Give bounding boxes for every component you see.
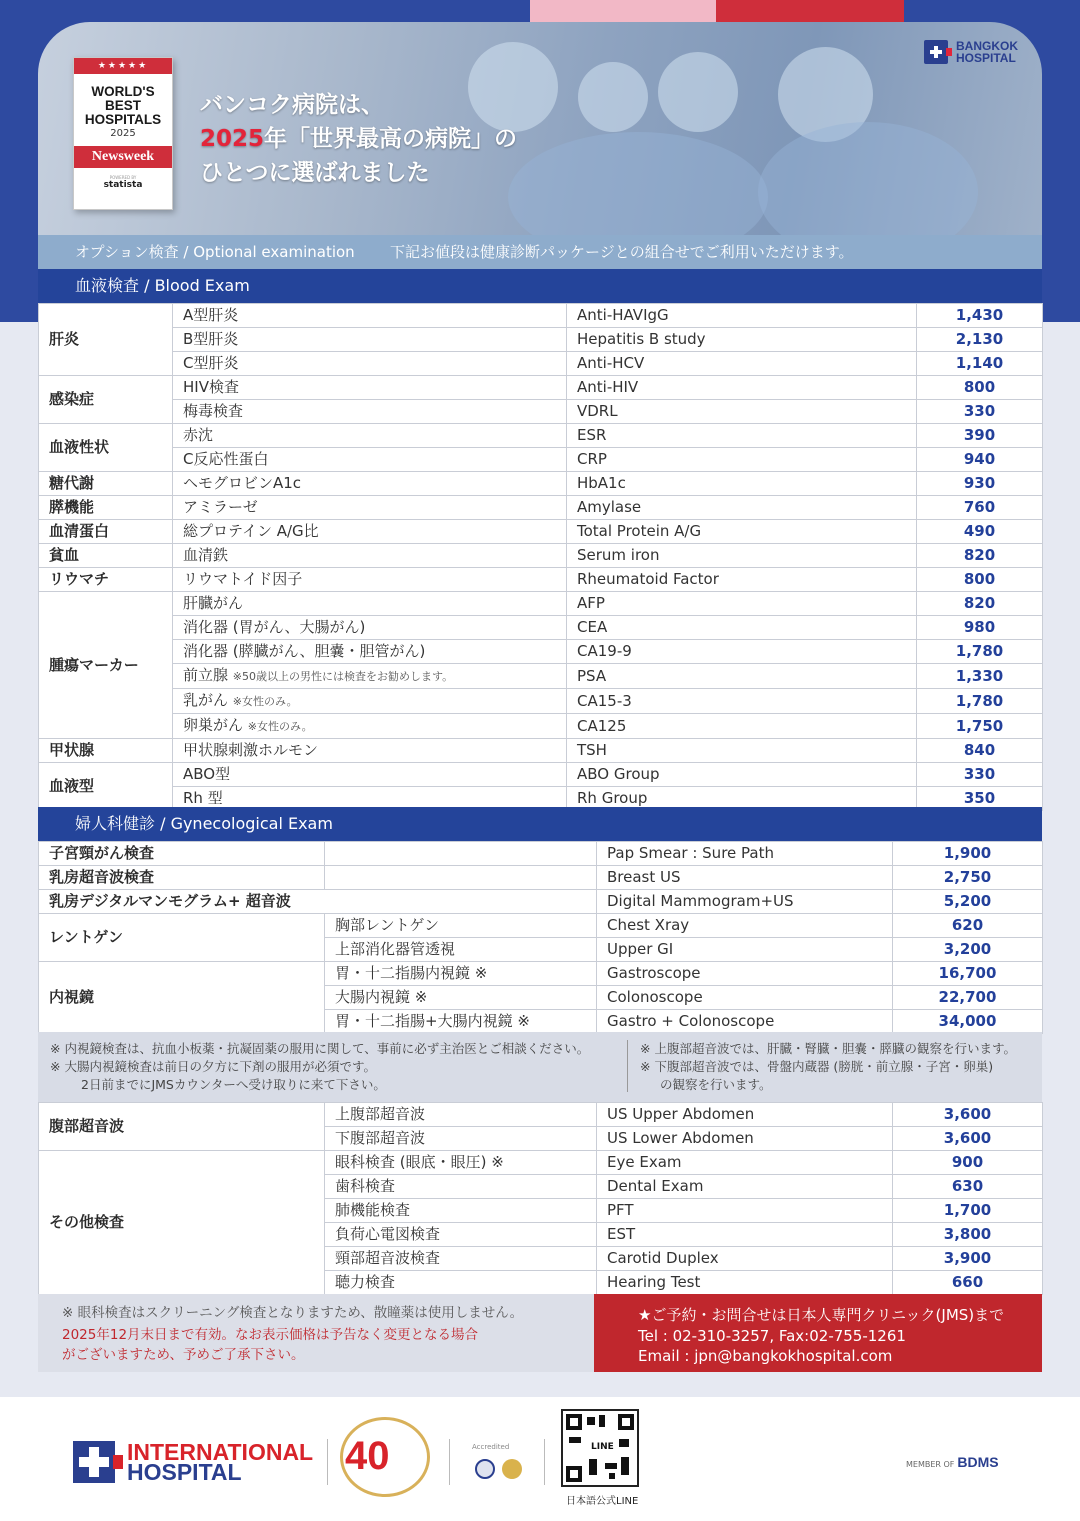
headline-year: 2025 bbox=[200, 126, 265, 152]
exam-name-jp-text: 乳がん bbox=[183, 691, 229, 709]
exam-name-en: Chest Xray bbox=[597, 914, 893, 938]
gyn-exam-table bbox=[38, 841, 1043, 1034]
exam-name-en: Gastro + Colonoscope bbox=[597, 1010, 893, 1034]
badge-year: 2025 bbox=[110, 128, 136, 139]
validity-note-2: がございますため、予めご了承下さい。 bbox=[62, 1347, 305, 1363]
logo-line-1: BANGKOK bbox=[956, 39, 1018, 53]
table-row bbox=[39, 328, 1043, 352]
category-cell: 貧血 bbox=[39, 544, 173, 568]
category-cell: 肝炎 bbox=[39, 304, 173, 376]
price-cell: 1,900 bbox=[893, 842, 1043, 866]
validity-note-1: 2025年12月末日まで有効。なお表示価格は予告なく変更となる場合 bbox=[62, 1327, 479, 1343]
category-cell: 糖代謝 bbox=[39, 472, 173, 496]
exam-name-en: Digital Mammogram+US bbox=[597, 890, 893, 914]
divider bbox=[449, 1439, 450, 1485]
blood-exam-title: 血液検査 / Blood Exam bbox=[75, 276, 250, 295]
exam-name-en: AFP bbox=[567, 592, 917, 616]
exam-name-en: US Lower Abdomen bbox=[597, 1127, 893, 1151]
member-of-label: MEMBER OF bbox=[906, 1460, 955, 1469]
exam-name-jp-text: 卵巣がん bbox=[183, 716, 244, 734]
category-cell: レントゲン bbox=[39, 914, 325, 962]
price-cell: 900 bbox=[893, 1151, 1043, 1175]
exam-name-jp bbox=[325, 1199, 597, 1223]
category-cell: 血清蛋白 bbox=[39, 520, 173, 544]
table-row bbox=[39, 592, 1043, 616]
price-cell: 3,800 bbox=[893, 1223, 1043, 1247]
empty-cell bbox=[325, 866, 597, 890]
exam-name-jp-text: 歯科検査 bbox=[335, 1177, 396, 1195]
exam-name-jp bbox=[173, 520, 567, 544]
exam-name-en: Pap Smear : Sure Path bbox=[597, 842, 893, 866]
exam-name-jp bbox=[173, 640, 567, 664]
exam-name-jp bbox=[325, 1103, 597, 1127]
price-cell: 22,700 bbox=[893, 986, 1043, 1010]
exam-name-jp bbox=[173, 376, 567, 400]
price-cell: 490 bbox=[917, 520, 1043, 544]
exam-name-jp-text: 上部消化器管透視 bbox=[335, 940, 456, 958]
endoscopy-notes bbox=[38, 1032, 1042, 1102]
note-line: の観察を行います。 bbox=[660, 1077, 772, 1092]
note-line: ※ 上腹部超音波では、肝臓・腎臓・胆嚢・膵臓の観察を行います。 bbox=[640, 1041, 1016, 1056]
exam-name-jp-text: 大腸内視鏡 ※ bbox=[335, 988, 428, 1006]
table-row bbox=[39, 689, 1043, 714]
price-cell: 760 bbox=[917, 496, 1043, 520]
price-cell: 940 bbox=[917, 448, 1043, 472]
exam-name-en: Upper GI bbox=[597, 938, 893, 962]
category-cell: リウマチ bbox=[39, 568, 173, 592]
note-line: ※ 下腹部超音波では、骨盤内蔵器 (膀胱・前立腺・子宮・卵巣) bbox=[640, 1059, 994, 1074]
exam-name-jp bbox=[173, 304, 567, 328]
headline-line-2 bbox=[200, 122, 517, 156]
exam-name-en: Breast US bbox=[597, 866, 893, 890]
divider bbox=[544, 1439, 545, 1485]
ih-logo-line-1: INTERNATIONAL bbox=[127, 1439, 314, 1465]
exam-name-jp bbox=[325, 1151, 597, 1175]
exam-name-jp bbox=[325, 1223, 597, 1247]
price-cell: 3,900 bbox=[893, 1247, 1043, 1271]
table-row bbox=[39, 472, 1043, 496]
exam-note: ※50歳以上の男性には検査をお勧めします。 bbox=[232, 670, 454, 683]
headline-line-2-rest: 年「世界最高の病院」の bbox=[264, 126, 518, 152]
exam-name-jp-text: 頸部超音波検査 bbox=[335, 1249, 441, 1267]
exam-name-en: Rheumatoid Factor bbox=[567, 568, 917, 592]
bdms-logo: BDMS bbox=[957, 1454, 999, 1470]
hero-banner bbox=[38, 22, 1042, 235]
exam-name-en: Serum iron bbox=[567, 544, 917, 568]
price-cell: 5,200 bbox=[893, 890, 1043, 914]
price-cell: 930 bbox=[917, 472, 1043, 496]
table-row bbox=[39, 400, 1043, 424]
price-cell: 1,780 bbox=[917, 689, 1043, 714]
price-cell: 660 bbox=[893, 1271, 1043, 1295]
category-cell: 血液性状 bbox=[39, 424, 173, 472]
exam-name-en: Anti-HCV bbox=[567, 352, 917, 376]
exam-name-en: Anti-HIV bbox=[567, 376, 917, 400]
bdms-member-badge bbox=[906, 1454, 999, 1470]
exam-name-jp bbox=[325, 986, 597, 1010]
gyn-exam-header bbox=[38, 807, 1042, 841]
price-cell: 3,200 bbox=[893, 938, 1043, 962]
worlds-best-hospitals-badge bbox=[73, 57, 173, 210]
price-cell: 350 bbox=[917, 787, 1043, 811]
price-cell: 1,430 bbox=[917, 304, 1043, 328]
price-cell: 1,700 bbox=[893, 1199, 1043, 1223]
price-cell: 390 bbox=[917, 424, 1043, 448]
logo-line-2: HOSPITAL bbox=[956, 51, 1016, 65]
contact-box bbox=[594, 1294, 1042, 1372]
exam-name-en: PSA bbox=[567, 664, 917, 689]
exam-name-en: EST bbox=[597, 1223, 893, 1247]
table-row bbox=[39, 496, 1043, 520]
table-row bbox=[39, 664, 1043, 689]
exam-name: 乳房超音波検査 bbox=[39, 866, 325, 890]
price-cell: 1,750 bbox=[917, 714, 1043, 739]
exam-name-jp bbox=[325, 1271, 597, 1295]
note-line: ※ 大腸内視鏡検査は前日の夕方に下剤の服用が必須です。 bbox=[50, 1059, 376, 1074]
price-cell: 3,600 bbox=[893, 1127, 1043, 1151]
exam-name-en: Dental Exam bbox=[597, 1175, 893, 1199]
exam-name-jp-text: 総プロテイン A/G比 bbox=[183, 522, 319, 540]
exam-name-jp-text: 下腹部超音波 bbox=[335, 1129, 426, 1147]
table-row bbox=[39, 1103, 1043, 1127]
exam-name-en: Gastroscope bbox=[597, 962, 893, 986]
blood-exam-header bbox=[38, 269, 1042, 303]
footer-notes bbox=[38, 1294, 594, 1372]
exam-name-jp-text: A型肝炎 bbox=[183, 306, 239, 324]
exam-note: ※女性のみ。 bbox=[247, 720, 313, 733]
exam-name-jp-text: 赤沈 bbox=[183, 426, 214, 444]
contact-email[interactable]: Email : jpn@bangkokhospital.com bbox=[638, 1347, 893, 1365]
category-cell: その他検査 bbox=[39, 1151, 325, 1295]
table-row bbox=[39, 763, 1043, 787]
exam-name-en: ESR bbox=[567, 424, 917, 448]
optional-exam-note: 下記お値段は健康診断パッケージとの組合せでご利用いただけます。 bbox=[390, 243, 854, 261]
table-row bbox=[39, 616, 1043, 640]
exam-name-jp bbox=[325, 962, 597, 986]
price-cell: 840 bbox=[917, 739, 1043, 763]
line-qr-code[interactable] bbox=[561, 1409, 639, 1487]
price-cell: 16,700 bbox=[893, 962, 1043, 986]
qr-caption: 日本語公式LINE bbox=[566, 1496, 639, 1507]
gyn-exam-title: 婦人科健診 / Gynecological Exam bbox=[75, 814, 333, 833]
exam-name-jp bbox=[173, 424, 567, 448]
exam-name-jp-text: 前立腺 bbox=[183, 666, 229, 684]
bangkok-hospital-cross-icon bbox=[924, 40, 948, 64]
price-cell: 1,330 bbox=[917, 664, 1043, 689]
exam-name-en: Eye Exam bbox=[597, 1151, 893, 1175]
category-cell: 膵機能 bbox=[39, 496, 173, 520]
exam-name-jp bbox=[325, 1247, 597, 1271]
table-row bbox=[39, 448, 1043, 472]
exam-name-en: CA15-3 bbox=[567, 689, 917, 714]
exam-name-en: PFT bbox=[597, 1199, 893, 1223]
international-hospital-logo bbox=[73, 1441, 313, 1483]
exam-name-jp-text: 消化器 (膵臓がん、胆嚢・胆管がん) bbox=[183, 642, 426, 660]
table-row bbox=[39, 914, 1043, 938]
table-row bbox=[39, 866, 1043, 890]
category-cell: 内視鏡 bbox=[39, 962, 325, 1034]
exam-name-jp bbox=[173, 448, 567, 472]
optional-exam-bar bbox=[38, 235, 1042, 269]
other-exam-table bbox=[38, 1102, 1043, 1295]
exam-name-en: Rh Group bbox=[567, 787, 917, 811]
table-row bbox=[39, 1151, 1043, 1175]
exam-name-en: Colonoscope bbox=[597, 986, 893, 1010]
price-cell: 34,000 bbox=[893, 1010, 1043, 1034]
price-cell: 820 bbox=[917, 544, 1043, 568]
exam-name-en: Carotid Duplex bbox=[597, 1247, 893, 1271]
exam-name-jp-text: 胃・十二指腸+大腸内視鏡 ※ bbox=[335, 1012, 530, 1030]
table-row bbox=[39, 544, 1043, 568]
anniversary-emblem bbox=[340, 1417, 430, 1497]
exam-name: 子宮頸がん検査 bbox=[39, 842, 325, 866]
notes-divider bbox=[627, 1040, 628, 1092]
exam-name-jp bbox=[325, 1127, 597, 1151]
exam-name-jp bbox=[173, 328, 567, 352]
contact-phone[interactable]: Tel : 02-310-3257, Fax:02-755-1261 bbox=[638, 1327, 906, 1345]
exam-name-jp-text: 消化器 (胃がん、大腸がん) bbox=[183, 618, 366, 636]
exam-name-jp-text: HIV検査 bbox=[183, 378, 239, 396]
price-cell: 1,780 bbox=[917, 640, 1043, 664]
exam-name-en: Amylase bbox=[567, 496, 917, 520]
price-cell: 3,600 bbox=[893, 1103, 1043, 1127]
exam-name-en: Total Protein A/G bbox=[567, 520, 917, 544]
ih-logo-line-2: HOSPITAL bbox=[127, 1459, 242, 1485]
newsweek-label: Newsweek bbox=[74, 146, 172, 168]
exam-name-en: CA19-9 bbox=[567, 640, 917, 664]
empty-cell bbox=[325, 842, 597, 866]
exam-name-jp-text: アミラーゼ bbox=[183, 498, 258, 516]
top-color-strip bbox=[0, 0, 1080, 22]
table-row bbox=[39, 739, 1043, 763]
exam-name-en: HbA1c bbox=[567, 472, 917, 496]
exam-name-jp-text: リウマトイド因子 bbox=[183, 570, 303, 588]
category-cell: 腫瘍マーカー bbox=[39, 592, 173, 739]
exam-name-jp bbox=[325, 1010, 597, 1034]
exam-name-en: CEA bbox=[567, 616, 917, 640]
table-row bbox=[39, 304, 1043, 328]
exam-name-jp bbox=[173, 352, 567, 376]
badge-title-line: HOSPITALS bbox=[84, 112, 162, 127]
table-row bbox=[39, 424, 1043, 448]
exam-name-jp-text: 聴力検査 bbox=[335, 1273, 396, 1291]
price-cell: 800 bbox=[917, 568, 1043, 592]
headline-line-3: ひとつに選ばれました bbox=[200, 160, 430, 186]
exam-name-jp-text: 梅毒検査 bbox=[183, 402, 244, 420]
exam-name-en: Hearing Test bbox=[597, 1271, 893, 1295]
price-cell: 2,750 bbox=[893, 866, 1043, 890]
category-cell: 感染症 bbox=[39, 376, 173, 424]
exam-name: 乳房デジタルマンモグラム+ 超音波 bbox=[39, 890, 597, 914]
headline-line-1: バンコク病院は、 bbox=[200, 92, 384, 118]
exam-name-en: CRP bbox=[567, 448, 917, 472]
exam-name-jp bbox=[173, 763, 567, 787]
divider bbox=[327, 1439, 328, 1485]
category-cell: 腹部超音波 bbox=[39, 1103, 325, 1151]
stars-icon: ★★★★★ bbox=[74, 58, 172, 74]
exam-name-jp bbox=[325, 938, 597, 962]
exam-name-jp-text: 眼科検査 (眼底・眼圧) ※ bbox=[335, 1153, 504, 1171]
price-cell: 820 bbox=[917, 592, 1043, 616]
exam-name-en: CA125 bbox=[567, 714, 917, 739]
price-cell: 980 bbox=[917, 616, 1043, 640]
contact-title: ★ご予約・お問合せは日本人専門クリニック(JMS)まで bbox=[638, 1306, 1005, 1324]
price-cell: 330 bbox=[917, 763, 1043, 787]
statista-label: statista bbox=[103, 180, 143, 190]
exam-name-jp bbox=[173, 616, 567, 640]
accreditation-seal-icon bbox=[475, 1459, 495, 1479]
optional-exam-label: オプション検査 / Optional examination bbox=[75, 243, 355, 261]
exam-name-jp bbox=[173, 664, 567, 689]
badge-title-line: BEST bbox=[104, 98, 141, 113]
bottom-logo-bar bbox=[0, 1397, 1080, 1521]
international-hospital-cross-icon bbox=[73, 1441, 115, 1483]
note-line: 2日前までにJMSカウンターへ受け取りに来て下さい。 bbox=[81, 1077, 386, 1092]
exam-name-jp-text: 肺機能検査 bbox=[335, 1201, 411, 1219]
table-row bbox=[39, 842, 1043, 866]
price-cell: 630 bbox=[893, 1175, 1043, 1199]
exam-name-jp bbox=[173, 592, 567, 616]
table-row bbox=[39, 714, 1043, 739]
price-cell: 330 bbox=[917, 400, 1043, 424]
exam-name-jp-text: 負荷心電図検査 bbox=[335, 1225, 441, 1243]
exam-name-jp bbox=[173, 689, 567, 714]
exam-name-en: Hepatitis B study bbox=[567, 328, 917, 352]
exam-name-jp-text: B型肝炎 bbox=[183, 330, 239, 348]
price-cell: 800 bbox=[917, 376, 1043, 400]
table-row bbox=[39, 962, 1043, 986]
exam-name-jp bbox=[325, 1175, 597, 1199]
accredited-label: Accredited bbox=[472, 1443, 510, 1451]
exam-name-jp-text: 上腹部超音波 bbox=[335, 1105, 426, 1123]
exam-name-jp bbox=[325, 914, 597, 938]
anniversary-number: 40 bbox=[345, 1434, 390, 1478]
exam-name-en: TSH bbox=[567, 739, 917, 763]
blood-exam-table bbox=[38, 303, 1043, 811]
exam-name-jp-text: Rh 型 bbox=[183, 789, 223, 807]
price-cell: 1,140 bbox=[917, 352, 1043, 376]
exam-name-jp-text: 甲状腺刺激ホルモン bbox=[183, 741, 319, 759]
exam-name-en: ABO Group bbox=[567, 763, 917, 787]
exam-name-jp bbox=[173, 400, 567, 424]
hero-headline bbox=[200, 88, 517, 190]
table-row bbox=[39, 568, 1043, 592]
exam-name-jp-text: 肝臓がん bbox=[183, 594, 244, 612]
table-row bbox=[39, 640, 1043, 664]
exam-name-jp-text: 血清鉄 bbox=[183, 546, 229, 564]
exam-name-jp-text: ABO型 bbox=[183, 765, 231, 783]
table-row bbox=[39, 352, 1043, 376]
price-cell: 2,130 bbox=[917, 328, 1043, 352]
table-row bbox=[39, 520, 1043, 544]
exam-name-jp-text: C反応性蛋白 bbox=[183, 450, 269, 468]
gold-seal-icon bbox=[502, 1459, 522, 1479]
exam-name-jp-text: C型肝炎 bbox=[183, 354, 239, 372]
powered-by-label: POWERED BY bbox=[109, 175, 137, 180]
exam-name-en: VDRL bbox=[567, 400, 917, 424]
category-cell: 甲状腺 bbox=[39, 739, 173, 763]
exam-name-en: US Upper Abdomen bbox=[597, 1103, 893, 1127]
exam-name-jp-text: ヘモグロビンA1c bbox=[183, 474, 302, 492]
eye-exam-note: ※ 眼科検査はスクリーニング検査となりますため、散瞳薬は使用しません。 bbox=[62, 1305, 524, 1321]
badge-title-line: WORLD'S bbox=[91, 84, 155, 99]
exam-name-jp-text: 胸部レントゲン bbox=[335, 916, 440, 934]
category-cell: 血液型 bbox=[39, 763, 173, 811]
exam-name-jp bbox=[173, 739, 567, 763]
price-cell: 620 bbox=[893, 914, 1043, 938]
exam-name-jp bbox=[173, 496, 567, 520]
table-row bbox=[39, 376, 1043, 400]
exam-name-jp bbox=[173, 472, 567, 496]
exam-name-jp-text: 胃・十二指腸内視鏡 ※ bbox=[335, 964, 488, 982]
exam-name-jp bbox=[173, 714, 567, 739]
exam-name-en: Anti-HAVIgG bbox=[567, 304, 917, 328]
exam-note: ※女性のみ。 bbox=[232, 695, 298, 708]
qr-line-label: LINE bbox=[591, 1442, 614, 1452]
table-row bbox=[39, 890, 1043, 914]
exam-name-jp bbox=[173, 568, 567, 592]
exam-name-jp bbox=[173, 544, 567, 568]
bangkok-hospital-logo bbox=[924, 40, 1018, 64]
note-line: ※ 内視鏡検査は、抗血小板薬・抗凝固薬の服用に関して、事前に必ず主治医とご相談ください。 bbox=[50, 1041, 590, 1056]
